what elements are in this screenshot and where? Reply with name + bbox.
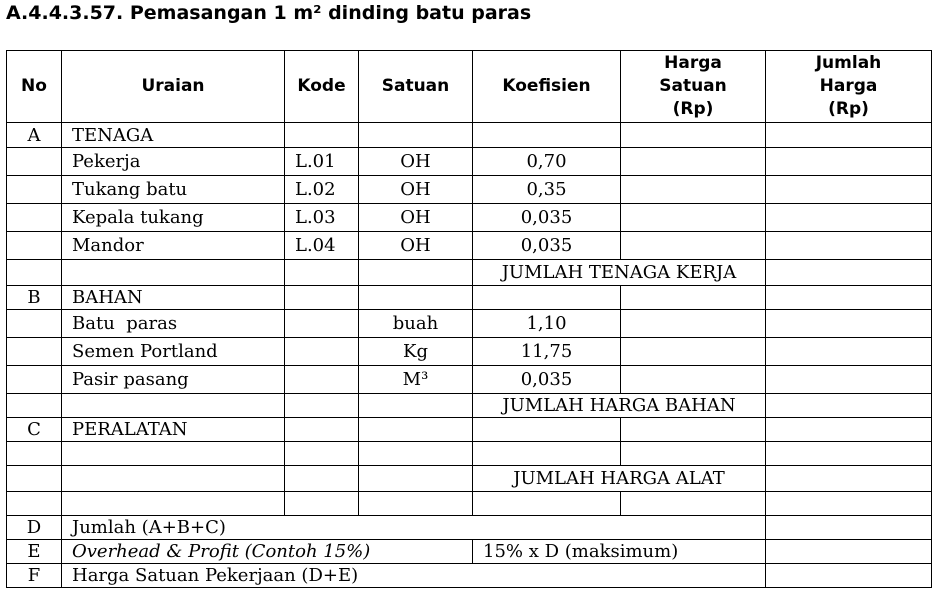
total-label: JUMLAH HARGA BAHAN (473, 394, 766, 418)
table-row: Mandor L.04 OH 0,035 (7, 232, 932, 260)
table-row: Tukang batu L.02 OH 0,35 (7, 176, 932, 204)
table-row: Kepala tukang L.03 OH 0,035 (7, 204, 932, 232)
total-label: JUMLAH TENAGA KERJA (473, 260, 766, 286)
header-kode: Kode (285, 51, 359, 123)
header-uraian: Uraian (62, 51, 285, 123)
table-row (7, 442, 932, 466)
section-label: PERALATAN (62, 418, 285, 442)
section-c-row (7, 418, 932, 442)
table-row: Pekerja L.01 OH 0,70 (7, 148, 932, 176)
section-a-row (7, 123, 932, 148)
page-title: A.4.4.3.57. Pemasangan 1 m² dinding batu paras (6, 2, 532, 24)
header-harga-satuan: Harga Satuan (Rp) (621, 51, 766, 123)
section-c-total-row (7, 466, 932, 492)
section-a-total-row (7, 260, 932, 286)
table-row: Batu paras buah 1,10 (7, 310, 932, 338)
section-no: C (7, 418, 62, 442)
header-jumlah-harga: Jumlah Harga (Rp) (766, 51, 932, 123)
table-row: Pasir pasang M³ 0,035 (7, 366, 932, 394)
table-row (7, 492, 932, 516)
header-no: No (7, 51, 62, 123)
section-label: TENAGA (62, 123, 285, 148)
summary-row-f: F Harga Satuan Pekerjaan (D+E) (7, 564, 932, 588)
table-header-row (7, 51, 932, 123)
summary-row-d: D Jumlah (A+B+C) (7, 516, 932, 540)
table-row: Semen Portland Kg 11,75 (7, 338, 932, 366)
header-koefisien: Koefisien (473, 51, 621, 123)
section-label: BAHAN (62, 286, 285, 310)
section-b-total-row (7, 394, 932, 418)
summary-row-e: E Overhead & Profit (Contoh 15%) 15% x D (maksimum) (7, 540, 932, 564)
price-analysis-table (6, 50, 932, 588)
section-b-row (7, 286, 932, 310)
header-satuan: Satuan (359, 51, 473, 123)
section-no: A (7, 123, 62, 148)
section-no: B (7, 286, 62, 310)
total-label: JUMLAH HARGA ALAT (473, 466, 766, 492)
